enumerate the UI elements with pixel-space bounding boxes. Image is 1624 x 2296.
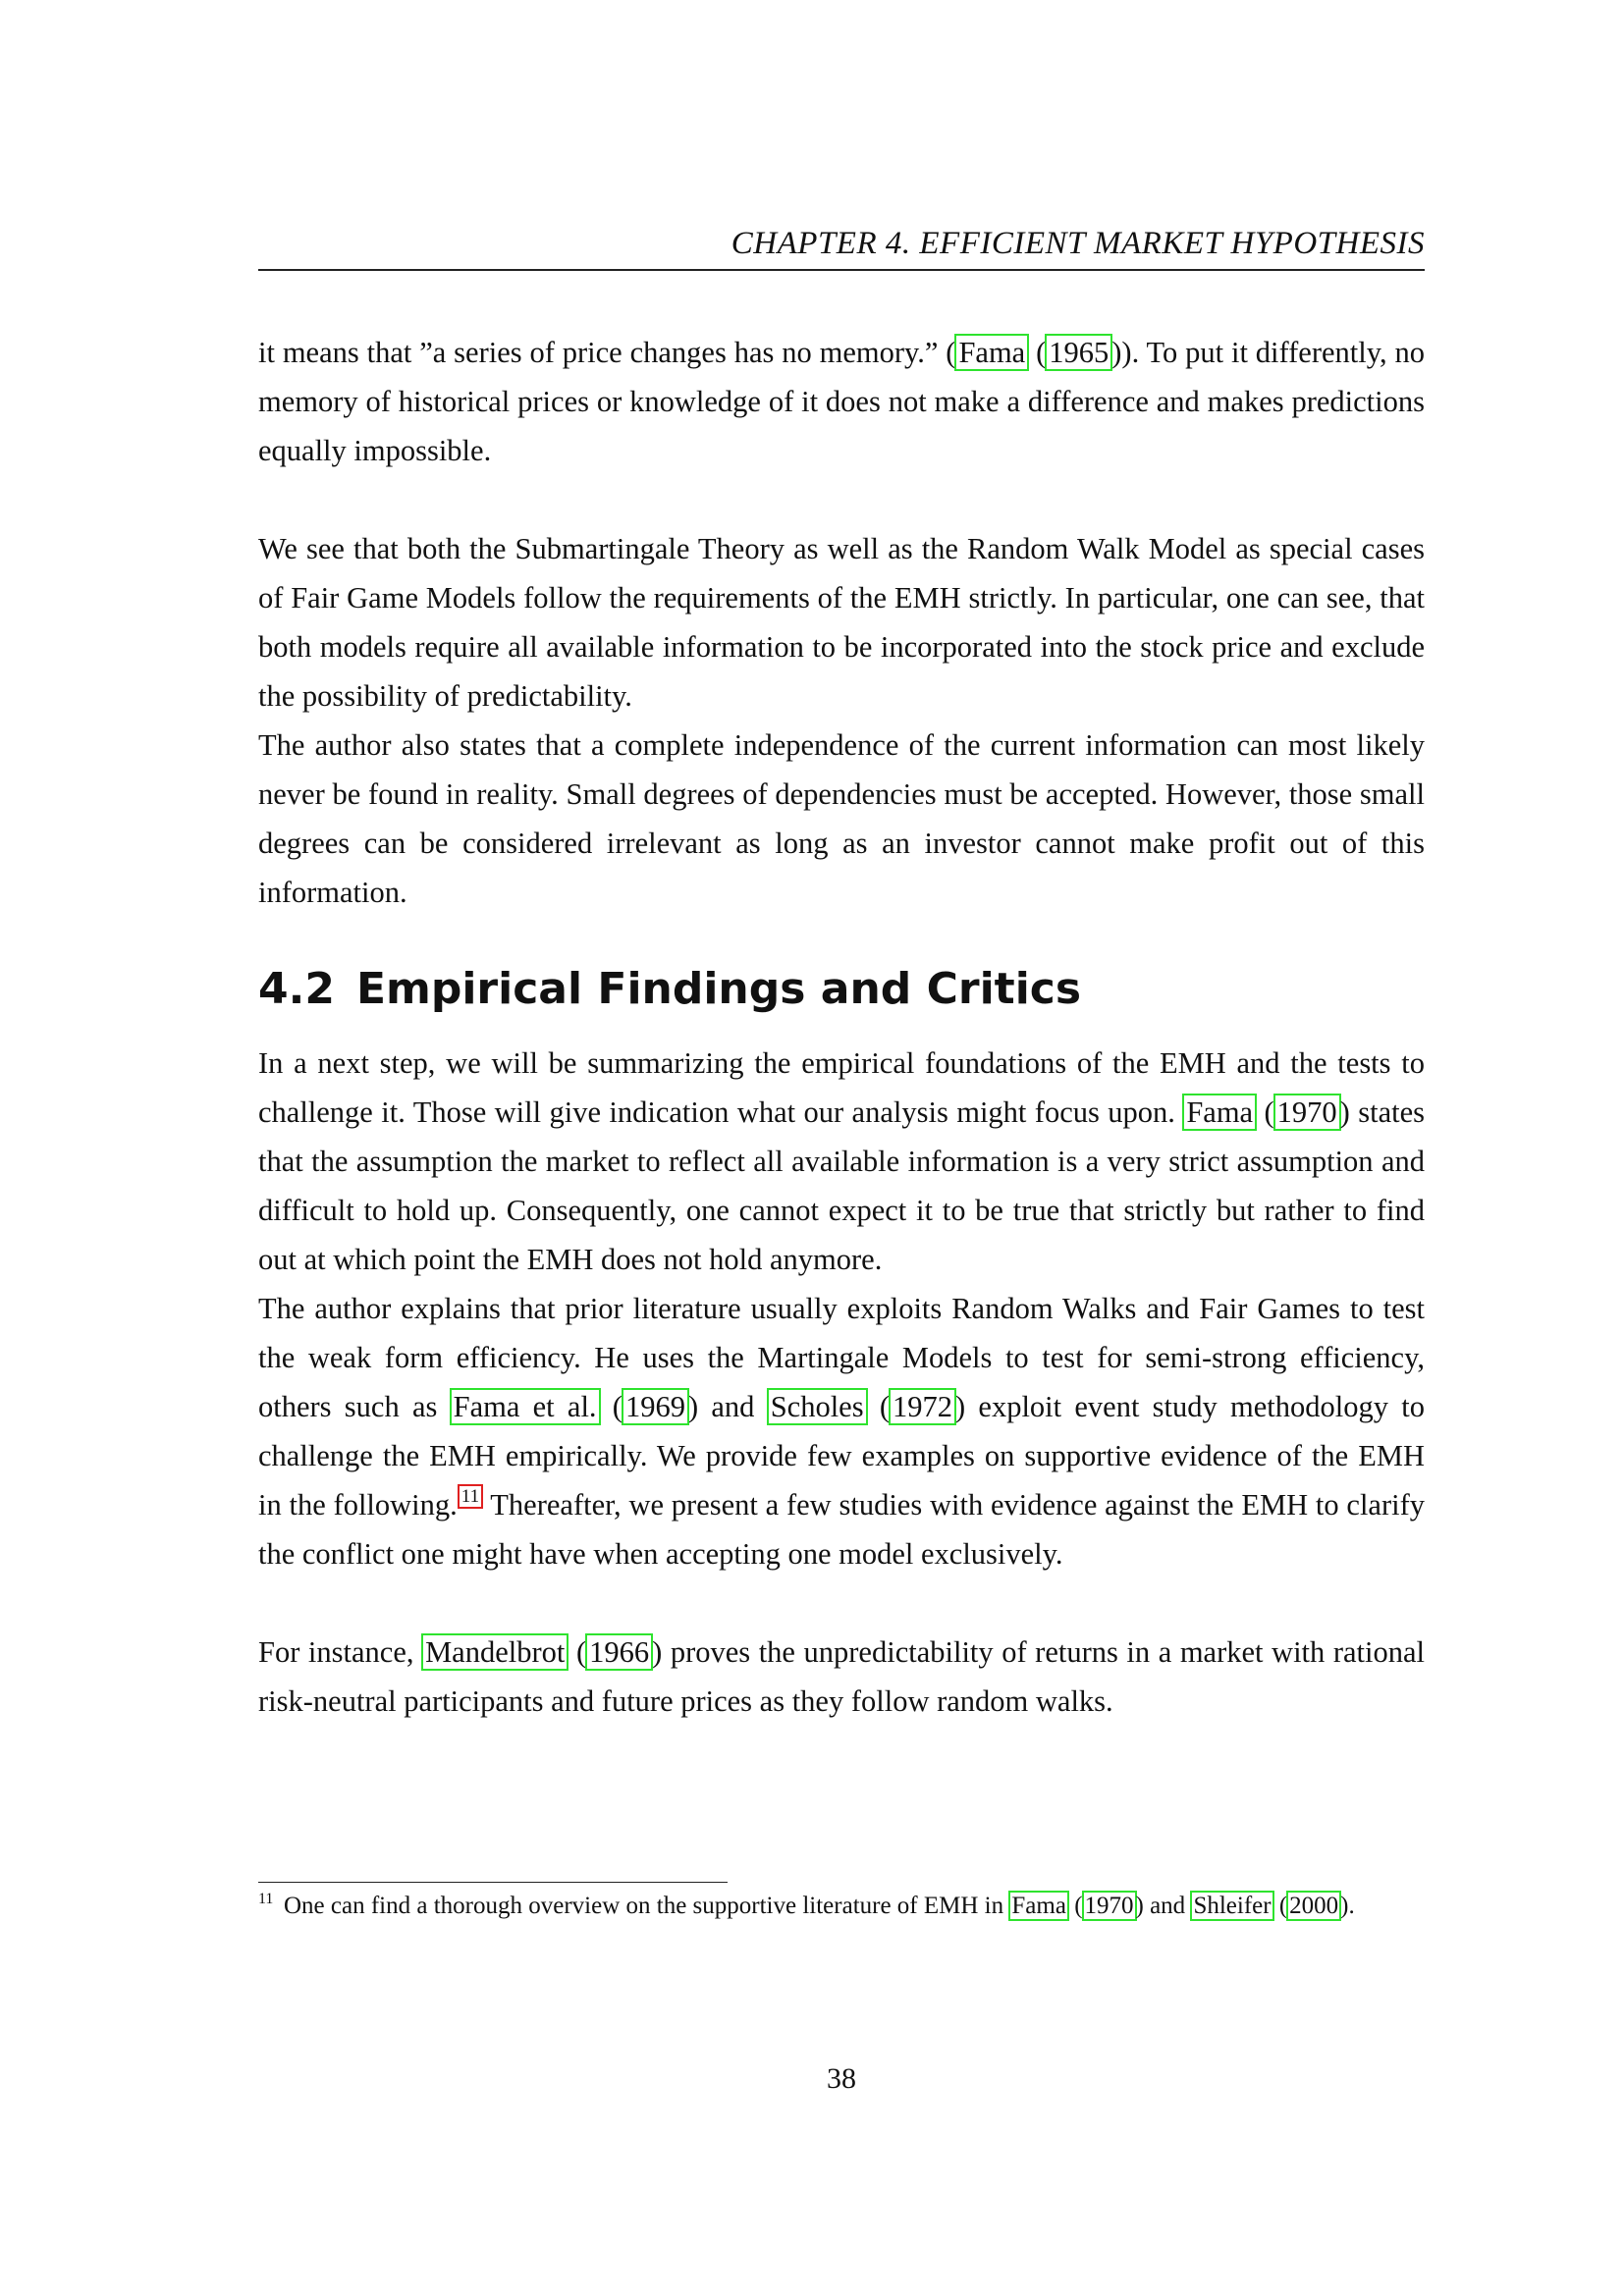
paragraph-5: The author explains that prior literature usually exploits Random Walks and Fair Games to test the weak form efficiency. He uses the Martingale Models to test for semi-strong efficiency, others such as Fama et al. (1969) and Scholes (1972) exploit event study methodology to challenge the EMH empirically. We provide few examples on supportive evidence of the EMH in the following. $^{11}$ Thereafter, we present a few studies with evidence against the EMH to clarify the conflict one might have when accepting one model exclusively. xyxy=(258,1292,1425,1571)
paragraph-4: In a next step, we will be summarizing the empirical foundations of the EMH and the tests to challenge it. Those will give indication what our analysis might focus upon. Fama (1970) states that the assumption the market to reflect all available information is a very strict assumption and difficult to hold up. Consequently, one cannot expect it to be true that strictly but rather to find out at which point the EMH does not hold anymore. xyxy=(258,1046,1425,1276)
footnote-rule xyxy=(258,1882,728,1883)
citation-link[interactable]: Fama xyxy=(954,334,1029,371)
citation-year-link[interactable]: 2000 xyxy=(1286,1891,1341,1921)
citation-link[interactable]: Fama xyxy=(1008,1891,1069,1921)
citation-year-link[interactable]: 1969 xyxy=(622,1388,689,1425)
citation-year-link[interactable]: 1970 xyxy=(1082,1891,1137,1921)
running-head: CHAPTER 4. EFFICIENT MARKET HYPOTHESIS xyxy=(731,226,1425,261)
footnote: 11 One can find a thorough overview on the supportive literature of EMH in Fama (1970) and Shleifer (2000). xyxy=(258,1891,1355,1919)
citation-year-link[interactable]: 1966 xyxy=(585,1633,653,1671)
paragraph-6: For instance, Mandelbrot (1966) proves the unpredictability of returns in a market with rational risk-neutral participants and future prices as they follow random walks. xyxy=(258,1635,1425,1718)
footnote-marker-link[interactable]: 11 xyxy=(458,1484,483,1509)
citation-year-link[interactable]: 1970 xyxy=(1273,1094,1341,1131)
paragraph-2: We see that both the Submartingale Theory as well as the Random Walk Model as special cases of Fair Game Models follow the requirements of the EMH strictly. In particular, one can see, that both models require all available information to be incorporated into the stock price and exclude the possibility of predictability. xyxy=(258,532,1425,713)
citation-link[interactable]: Shleifer xyxy=(1190,1891,1273,1921)
section-title: Empirical Findings and Critics xyxy=(355,964,1082,1014)
section-number: 4.2 xyxy=(258,964,335,1014)
citation-link[interactable]: Mandelbrot xyxy=(421,1633,568,1671)
paragraph-gap xyxy=(258,1578,1425,1628)
paragraph-1: it means that ”a series of price changes has no memory.” (Fama (1965)). To put it differently, no memory of historical prices or knowledge of it does not make a difference and makes predictions equally impossible. xyxy=(258,336,1425,467)
citation-link[interactable]: Fama et al. xyxy=(450,1388,601,1425)
citation-year-link[interactable]: 1972 xyxy=(889,1388,956,1425)
citation-link[interactable]: Fama xyxy=(1182,1094,1257,1131)
page-number: 38 xyxy=(827,2062,856,2095)
citation-year-link[interactable]: 1965 xyxy=(1045,334,1112,371)
paragraph-3: The author also states that a complete independence of the current information can most likely never be found in reality. Small degrees of dependencies must be accepted. However, those small degrees can be considered irrelevant as long as an investor cannot make profit out of this information. xyxy=(258,728,1425,909)
section-heading xyxy=(258,962,1425,1017)
paragraph-gap xyxy=(258,475,1425,524)
body-text xyxy=(258,328,1425,1726)
header-rule xyxy=(258,269,1425,271)
footnote-number: 11 xyxy=(258,1891,274,1907)
citation-link[interactable]: Scholes xyxy=(767,1388,868,1425)
